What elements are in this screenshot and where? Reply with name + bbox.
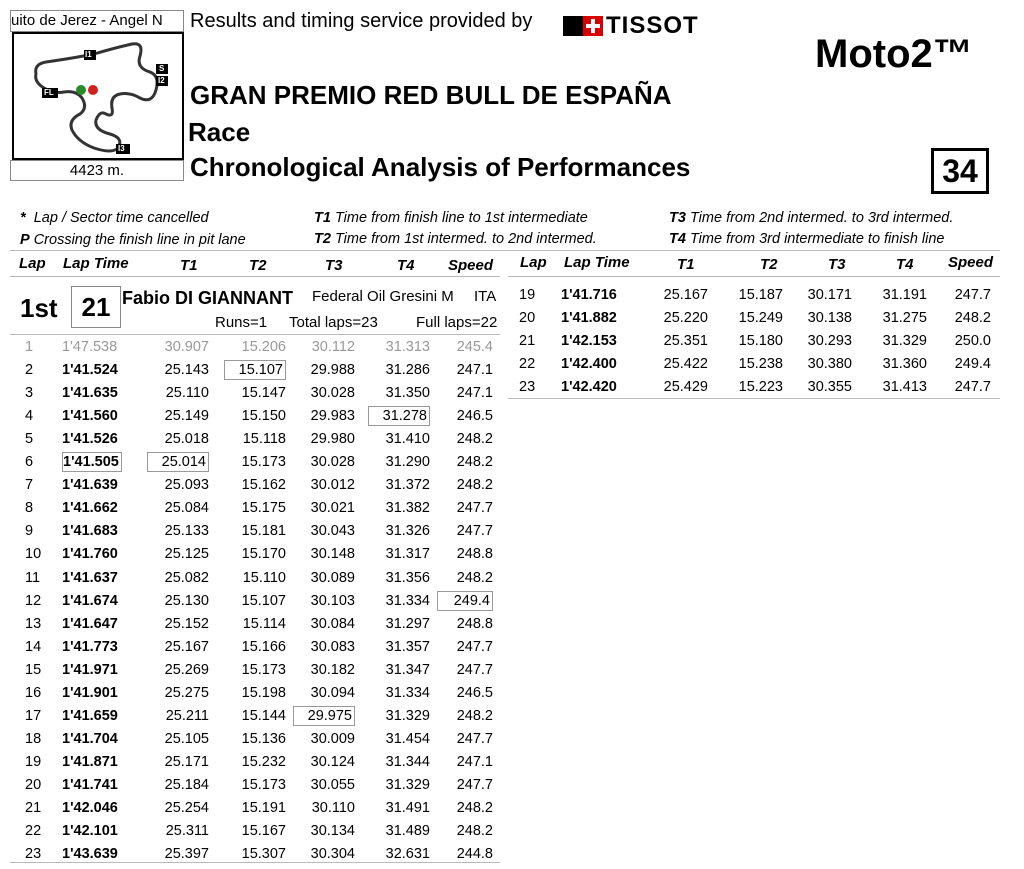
cell-time: 1'41.526	[62, 431, 118, 448]
cell-speed: 247.7	[456, 638, 493, 655]
cell-speed: 248.2	[456, 431, 493, 448]
cell-t1: 25.093	[164, 477, 209, 494]
cell-t2: 15.173	[241, 454, 286, 471]
cell-t2: 15.175	[241, 500, 286, 517]
cell-t3: 30.134	[310, 823, 355, 840]
cell-t2: 15.198	[241, 684, 286, 701]
cell-t3: 30.380	[807, 356, 852, 372]
cell-t1: 25.130	[164, 592, 209, 609]
cell-speed: 247.7	[456, 661, 493, 678]
cell-lap: 16	[25, 684, 42, 701]
cell-time: 1'41.647	[62, 615, 118, 632]
cell-t4: 31.297	[385, 615, 430, 632]
cell-lap: 8	[25, 500, 34, 517]
col-t3: T3	[325, 257, 343, 274]
cell-t3: 30.012	[310, 477, 355, 494]
cell-t1: 25.110	[165, 385, 209, 402]
cell-speed: 248.2	[456, 569, 493, 586]
cell-t3: 30.055	[310, 776, 355, 793]
table-row	[0, 520, 1024, 543]
cell-time: 1'41.560	[62, 408, 118, 425]
cell-t1: 25.014	[147, 452, 209, 472]
cell-time: 1'41.871	[62, 753, 118, 770]
cell-time: 1'42.400	[561, 356, 617, 372]
cell-speed: 250.0	[954, 333, 991, 349]
cell-speed: 247.7	[456, 776, 493, 793]
track-map-icon	[14, 34, 182, 158]
cell-t4: 31.334	[385, 684, 430, 701]
cell-lap: 10	[25, 546, 42, 563]
cell-t4: 31.334	[385, 592, 430, 609]
cell-t4: 31.286	[385, 362, 430, 379]
cell-t1: 25.311	[165, 823, 209, 840]
cell-lap: 2	[25, 362, 34, 379]
cell-t1: 25.429	[663, 379, 708, 395]
col-lap-right: Lap	[520, 254, 547, 271]
cell-lap: 3	[25, 385, 34, 402]
col-speed-right: Speed	[948, 254, 994, 271]
cell-t1: 25.184	[164, 776, 209, 793]
cell-lap: 6	[25, 454, 34, 471]
cell-t3: 30.112	[311, 339, 355, 355]
cell-speed: 247.7	[456, 523, 493, 540]
divider	[508, 276, 1000, 277]
cell-t3: 29.983	[310, 408, 355, 425]
legend-t4: T4 Time from 3rd intermediate to finish line	[669, 231, 945, 247]
cell-t4: 31.347	[385, 661, 430, 678]
cell-t2: 15.118	[242, 431, 286, 448]
cell-lap: 12	[25, 592, 42, 609]
col-lap: Lap	[19, 255, 46, 272]
tissot-t-icon	[563, 16, 583, 36]
cell-t1: 25.220	[663, 310, 708, 326]
rider-position: 1st	[20, 293, 58, 323]
cell-t3: 29.988	[310, 362, 355, 379]
cell-lap: 23	[25, 846, 42, 863]
cell-t3: 30.028	[310, 385, 355, 402]
cell-lap: 22	[519, 356, 536, 372]
cell-t1: 25.211	[165, 707, 209, 724]
cell-lap: 9	[25, 523, 34, 540]
cell-t2: 15.238	[738, 356, 783, 372]
cell-t4: 31.329	[385, 776, 430, 793]
document-title: Chronological Analysis of Performances	[190, 152, 691, 182]
table-row	[0, 284, 1024, 307]
tissot-logo	[563, 12, 699, 40]
cell-t2: 15.206	[241, 339, 286, 355]
cell-t2: 15.249	[738, 310, 783, 326]
cell-t2: 15.107	[241, 592, 286, 609]
table-row	[0, 307, 1024, 330]
cell-lap: 18	[25, 730, 42, 747]
cell-time: 1'41.971	[62, 661, 118, 678]
rider-team: Federal Oil Gresini M	[312, 288, 454, 305]
col-lap-time-right: Lap Time	[564, 254, 630, 271]
cell-speed: 248.8	[456, 615, 493, 632]
cell-t3: 30.171	[807, 287, 852, 303]
table-row	[0, 705, 1024, 728]
cell-lap: 21	[25, 800, 42, 816]
cell-t1: 30.907	[164, 339, 209, 355]
session-name: Race	[188, 117, 251, 147]
cell-speed: 247.7	[954, 379, 991, 395]
cell-speed: 248.8	[456, 546, 493, 563]
cell-t3: 30.124	[310, 753, 355, 770]
rider-number: 21	[71, 286, 121, 328]
track-length: 4423 m.	[10, 160, 184, 181]
cell-t4: 31.329	[882, 333, 927, 349]
cell-t3: 30.021	[310, 500, 355, 517]
cell-time: 1'41.639	[62, 477, 118, 494]
cell-t2: 15.167	[241, 823, 286, 840]
cell-time: 1'41.524	[62, 362, 118, 379]
table-row	[0, 751, 1024, 774]
cell-speed: 248.2	[456, 823, 493, 840]
cell-t2: 15.107	[224, 360, 286, 380]
col-t3-right: T3	[828, 256, 846, 273]
cell-t4: 31.326	[385, 523, 430, 540]
cell-lap: 19	[25, 753, 42, 770]
table-row	[0, 451, 1024, 474]
cell-t2: 15.307	[241, 846, 286, 863]
cell-speed: 249.4	[954, 356, 991, 372]
cell-t4: 31.356	[385, 569, 430, 586]
page-number: 34	[931, 148, 989, 194]
col-t1: T1	[180, 257, 198, 274]
cell-t3: 30.009	[310, 730, 355, 747]
cell-lap: 20	[519, 310, 536, 326]
cell-t2: 15.162	[241, 477, 286, 494]
cell-t1: 25.133	[164, 523, 209, 540]
swiss-cross-icon	[583, 16, 603, 36]
cell-speed: 247.1	[456, 753, 493, 770]
legend-t2: T2 Time from 1st intermed. to 2nd intermed.	[314, 231, 597, 247]
track-label-i2: I2	[158, 76, 165, 85]
cell-time: 1'41.882	[561, 310, 617, 326]
cell-time: 1'41.741	[62, 776, 118, 793]
cell-time: 1'41.662	[62, 500, 118, 517]
cell-time: 1'41.704	[62, 730, 118, 747]
cell-lap: 21	[519, 333, 536, 349]
cell-t3: 30.110	[311, 800, 355, 816]
cell-t1: 25.152	[164, 615, 209, 632]
cell-t3: 30.355	[807, 379, 852, 395]
cell-t4: 31.454	[385, 730, 430, 747]
cell-t2: 15.181	[241, 523, 286, 540]
cell-t4: 31.491	[385, 800, 430, 816]
table-row	[0, 497, 1024, 520]
track-label-i3: I3	[118, 144, 125, 153]
cell-lap: 14	[25, 638, 42, 655]
cell-t3: 30.182	[310, 661, 355, 678]
table-row	[0, 774, 1024, 797]
cell-time: 1'42.046	[62, 800, 118, 816]
cell-time: 1'42.420	[561, 379, 617, 395]
track-label-fl: FL	[44, 88, 54, 97]
col-lap-time: Lap Time	[63, 255, 129, 272]
cell-time: 1'41.635	[62, 385, 118, 402]
table-row	[0, 659, 1024, 682]
cell-lap: 5	[25, 431, 34, 448]
cell-t4: 31.360	[882, 356, 927, 372]
col-t1-right: T1	[677, 256, 695, 273]
track-label-i1: I1	[85, 50, 92, 59]
timing-credit: Results and timing service provided by	[190, 10, 533, 32]
legend-pit: P Crossing the finish line in pit lane	[20, 232, 246, 248]
rider-runs: Runs=1	[215, 314, 268, 331]
cell-lap: 20	[25, 776, 42, 793]
cell-t3: 29.980	[310, 431, 355, 448]
table-row	[0, 567, 1024, 590]
cell-time: 1'42.101	[62, 823, 118, 840]
cell-speed: 249.4	[437, 591, 493, 611]
cell-time: 1'42.153	[561, 333, 617, 349]
table-row	[0, 405, 1024, 428]
tissot-wordmark: TISSOT	[606, 12, 699, 39]
table-row	[0, 376, 1024, 399]
cell-t4: 31.413	[882, 379, 927, 395]
cell-t1: 25.422	[663, 356, 708, 372]
cell-speed: 247.7	[456, 730, 493, 747]
legend-t3: T3 Time from 2nd intermed. to 3rd intermed.	[669, 210, 954, 226]
cell-t2: 15.170	[241, 546, 286, 563]
cell-t1: 25.125	[164, 546, 209, 563]
legend-t1: T1 Time from finish line to 1st intermediate	[314, 210, 588, 226]
cell-speed: 248.2	[954, 310, 991, 326]
cell-t3: 30.084	[310, 615, 355, 632]
cell-t1: 25.018	[164, 431, 209, 448]
cell-speed: 247.1	[456, 362, 493, 379]
col-t2-right: T2	[760, 256, 778, 273]
cell-t3: 30.028	[310, 454, 355, 471]
cell-t3: 30.103	[310, 592, 355, 609]
cell-t4: 31.410	[385, 431, 430, 448]
cell-t4: 31.357	[385, 638, 430, 655]
divider	[10, 250, 1000, 251]
cell-t3: 30.094	[310, 684, 355, 701]
cell-speed: 247.7	[456, 500, 493, 517]
cell-lap: 11	[25, 569, 41, 586]
table-row	[0, 543, 1024, 566]
divider	[508, 398, 1000, 399]
rider-nationality: ITA	[474, 288, 497, 305]
divider	[10, 862, 500, 863]
cell-lap: 22	[25, 823, 42, 840]
cell-t2: 15.187	[738, 287, 783, 303]
cell-t2: 15.191	[241, 800, 286, 816]
cell-t4: 31.313	[385, 339, 430, 355]
cell-t4: 31.329	[385, 707, 430, 724]
event-title: GRAN PREMIO RED BULL DE ESPAÑA	[190, 80, 672, 110]
col-speed: Speed	[448, 257, 494, 274]
cell-t2: 15.173	[241, 776, 286, 793]
cell-t4: 31.372	[385, 477, 430, 494]
cell-t1: 25.143	[164, 362, 209, 379]
cell-t1: 25.149	[164, 408, 209, 425]
cell-t3: 30.083	[310, 638, 355, 655]
col-t2: T2	[249, 257, 267, 274]
cell-t1: 25.254	[164, 800, 209, 816]
cell-t3: 30.293	[807, 333, 852, 349]
cell-t2: 15.144	[241, 707, 286, 724]
cell-t1: 25.351	[663, 333, 708, 349]
cell-t1: 25.167	[164, 638, 209, 655]
cell-time: 1'47.538	[62, 339, 118, 355]
cell-t2: 15.150	[241, 408, 286, 425]
cell-lap: 23	[519, 379, 536, 395]
cell-t2: 15.173	[241, 661, 286, 678]
table-row	[0, 820, 1024, 843]
cell-t2: 15.223	[738, 379, 783, 395]
cell-t1: 25.084	[164, 500, 209, 517]
cell-lap: 17	[25, 707, 42, 724]
legend-cancelled: * Lap / Sector time cancelled	[20, 210, 209, 226]
table-row	[0, 474, 1024, 497]
cell-lap: 15	[25, 661, 42, 678]
cell-speed: 246.5	[456, 684, 493, 701]
cell-time: 1'41.637	[62, 569, 118, 586]
cell-t4: 31.317	[385, 546, 430, 563]
table-row	[0, 353, 1024, 376]
rider-name: Fabio DI GIANNANT	[122, 288, 293, 308]
cell-t4: 31.350	[385, 385, 430, 402]
table-row	[0, 590, 1024, 613]
table-row	[0, 797, 1024, 820]
col-t4-right: T4	[896, 256, 914, 273]
cell-speed: 248.2	[456, 454, 493, 471]
table-row	[0, 636, 1024, 659]
cell-lap: 7	[25, 477, 34, 494]
cell-speed: 244.8	[456, 846, 493, 863]
cell-t2: 15.110	[242, 569, 286, 586]
cell-t3: 30.148	[310, 546, 355, 563]
cell-t4: 31.275	[882, 310, 927, 326]
cell-time: 1'41.659	[62, 707, 118, 724]
track-map	[12, 32, 184, 160]
divider	[10, 276, 500, 277]
cell-lap: 1	[25, 339, 34, 355]
class-name: Moto2™	[815, 32, 973, 76]
cell-t2: 15.114	[242, 615, 286, 632]
cell-t3: 29.975	[293, 706, 355, 726]
cell-t4: 32.631	[385, 846, 430, 863]
cell-speed: 248.2	[456, 477, 493, 494]
cell-lap: 13	[25, 615, 42, 632]
cell-t1: 25.269	[164, 661, 209, 678]
cell-t4: 31.382	[385, 500, 430, 517]
cell-t1: 25.275	[164, 684, 209, 701]
cell-t4: 31.191	[882, 287, 927, 303]
cell-time: 1'41.773	[62, 638, 118, 655]
cell-t2: 15.180	[738, 333, 783, 349]
cell-speed: 245.4	[456, 339, 493, 355]
table-row	[0, 613, 1024, 636]
cell-t1: 25.082	[164, 569, 209, 586]
cell-t4: 31.344	[385, 753, 430, 770]
table-row	[0, 428, 1024, 451]
cell-speed: 248.2	[456, 707, 493, 724]
cell-t2: 15.232	[241, 753, 286, 770]
track-label-s: S	[159, 64, 165, 73]
cell-t3: 30.089	[310, 569, 355, 586]
cell-speed: 247.7	[954, 287, 991, 303]
cell-speed: 248.2	[456, 800, 493, 816]
cell-time: 1'41.901	[62, 684, 118, 701]
col-t4: T4	[397, 257, 415, 274]
table-row	[0, 682, 1024, 705]
cell-t3: 30.138	[807, 310, 852, 326]
cell-time: 1'41.760	[62, 546, 118, 563]
cell-t2: 15.166	[241, 638, 286, 655]
cell-t4: 31.290	[385, 454, 430, 471]
cell-t2: 15.136	[241, 730, 286, 747]
rider-total-laps: Total laps=23	[289, 314, 378, 331]
table-row	[0, 728, 1024, 751]
cell-t3: 30.304	[310, 846, 355, 863]
cell-lap: 19	[519, 287, 536, 303]
cell-t1: 25.397	[164, 846, 209, 863]
cell-t4: 31.278	[368, 406, 430, 426]
cell-time: 1'41.674	[62, 592, 118, 609]
rider-full-laps: Full laps=22	[416, 314, 498, 331]
cell-speed: 247.1	[456, 385, 493, 402]
cell-time: 1'41.505	[62, 452, 122, 472]
cell-t3: 30.043	[310, 523, 355, 540]
cell-t1: 25.171	[164, 753, 209, 770]
cell-lap: 4	[25, 408, 34, 425]
cell-time: 1'43.639	[62, 846, 118, 863]
cell-speed: 246.5	[456, 408, 493, 425]
cell-t4: 31.489	[385, 823, 430, 840]
cell-time: 1'41.683	[62, 523, 118, 540]
cell-time: 1'41.716	[561, 287, 617, 303]
cell-t2: 15.147	[241, 385, 286, 402]
cell-t1: 25.167	[663, 287, 708, 303]
table-row	[0, 330, 1024, 353]
cell-t1: 25.105	[164, 730, 209, 747]
circuit-name: uito de Jerez - Angel N	[10, 10, 184, 32]
